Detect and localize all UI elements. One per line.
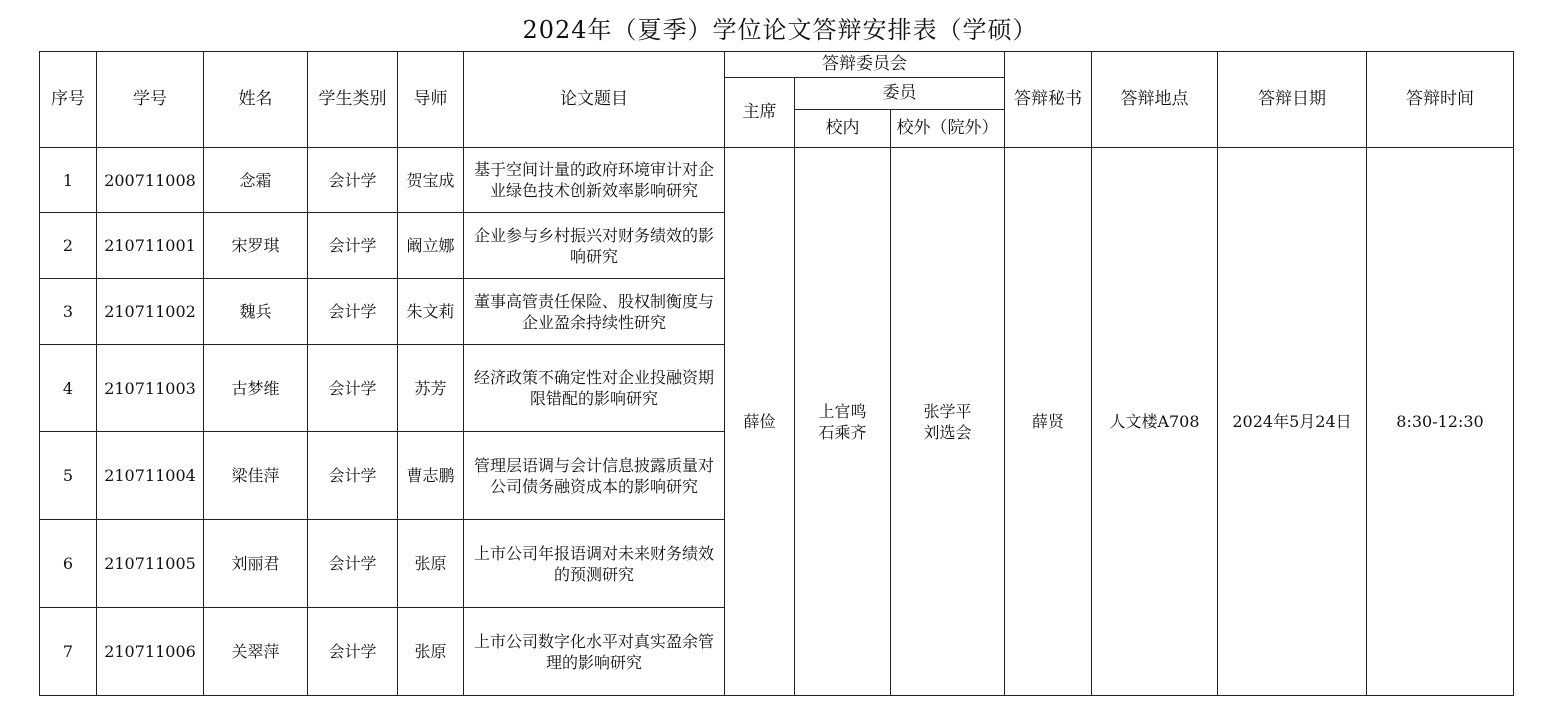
row-name: 梁佳萍 bbox=[204, 432, 308, 520]
row-student-type: 会计学 bbox=[308, 345, 398, 432]
header-secretary: 答辩秘书 bbox=[1005, 52, 1092, 148]
defense-secretary: 薛贤 bbox=[1005, 148, 1092, 696]
row-name: 关翠萍 bbox=[204, 608, 308, 696]
row-student-id: 210711005 bbox=[97, 520, 204, 608]
row-name: 宋罗琪 bbox=[204, 213, 308, 279]
row-name: 古梦维 bbox=[204, 345, 308, 432]
header-time: 答辩时间 bbox=[1367, 52, 1514, 148]
row-student-type: 会计学 bbox=[308, 608, 398, 696]
row-advisor: 曹志鹏 bbox=[398, 432, 464, 520]
row-student-id: 210711004 bbox=[97, 432, 204, 520]
row-advisor: 苏芳 bbox=[398, 345, 464, 432]
row-student-type: 会计学 bbox=[308, 520, 398, 608]
row-index: 4 bbox=[40, 345, 97, 432]
row-student-id: 210711001 bbox=[97, 213, 204, 279]
defense-schedule-table bbox=[39, 51, 1514, 696]
row-name: 念霜 bbox=[204, 148, 308, 213]
row-index: 6 bbox=[40, 520, 97, 608]
committee-chair: 薛俭 bbox=[725, 148, 795, 696]
row-student-id: 210711003 bbox=[97, 345, 204, 432]
row-thesis-title: 上市公司年报语调对未来财务绩效的预测研究 bbox=[464, 520, 725, 608]
page-title: 2024年（夏季）学位论文答辩安排表（学硕） bbox=[522, 16, 1038, 44]
header-date: 答辩日期 bbox=[1218, 52, 1367, 148]
row-thesis-title: 企业参与乡村振兴对财务绩效的影响研究 bbox=[464, 213, 725, 279]
row-student-id: 200711008 bbox=[97, 148, 204, 213]
row-student-type: 会计学 bbox=[308, 432, 398, 520]
row-student-type: 会计学 bbox=[308, 279, 398, 345]
row-index: 1 bbox=[40, 148, 97, 213]
header-index: 序号 bbox=[40, 52, 97, 148]
internal-member: 上官鸣 bbox=[818, 401, 867, 421]
row-student-type: 会计学 bbox=[308, 213, 398, 279]
row-advisor: 张原 bbox=[398, 520, 464, 608]
row-thesis-title: 经济政策不确定性对企业投融资期限错配的影响研究 bbox=[464, 345, 725, 432]
row-name: 魏兵 bbox=[204, 279, 308, 345]
row-student-type: 会计学 bbox=[308, 148, 398, 213]
defense-time: 8:30-12:30 bbox=[1367, 148, 1514, 696]
header-advisor: 导师 bbox=[398, 52, 464, 148]
header-student-id: 学号 bbox=[97, 52, 204, 148]
defense-date: 2024年5月24日 bbox=[1218, 148, 1367, 696]
table-row bbox=[40, 148, 1514, 213]
row-thesis-title: 上市公司数字化水平对真实盈余管理的影响研究 bbox=[464, 608, 725, 696]
row-thesis-title: 基于空间计量的政府环境审计对企业绿色技术创新效率影响研究 bbox=[464, 148, 725, 213]
row-advisor: 贺宝成 bbox=[398, 148, 464, 213]
header-committee: 答辩委员会 bbox=[725, 52, 1005, 78]
external-member: 刘选会 bbox=[923, 422, 972, 442]
header-chair: 主席 bbox=[725, 78, 795, 148]
row-thesis-title: 董事高管责任保险、股权制衡度与企业盈余持续性研究 bbox=[464, 279, 725, 345]
defense-location: 人文楼A708 bbox=[1092, 148, 1218, 696]
row-student-id: 210711002 bbox=[97, 279, 204, 345]
row-name: 刘丽君 bbox=[204, 520, 308, 608]
row-advisor: 阚立娜 bbox=[398, 213, 464, 279]
header-name: 姓名 bbox=[204, 52, 308, 148]
row-advisor: 朱文莉 bbox=[398, 279, 464, 345]
row-advisor: 张原 bbox=[398, 608, 464, 696]
external-members bbox=[891, 148, 1005, 696]
header-thesis-title: 论文题目 bbox=[464, 52, 725, 148]
header-student-type: 学生类别 bbox=[308, 52, 398, 148]
internal-members bbox=[795, 148, 891, 696]
row-index: 2 bbox=[40, 213, 97, 279]
header-internal: 校内 bbox=[795, 110, 891, 148]
row-student-id: 210711006 bbox=[97, 608, 204, 696]
row-thesis-title: 管理层语调与会计信息披露质量对公司债务融资成本的影响研究 bbox=[464, 432, 725, 520]
header-external: 校外（院外） bbox=[891, 110, 1005, 148]
external-member: 张学平 bbox=[923, 401, 972, 421]
row-index: 7 bbox=[40, 608, 97, 696]
header-location: 答辩地点 bbox=[1092, 52, 1218, 148]
internal-member: 石乘齐 bbox=[818, 422, 867, 442]
row-index: 5 bbox=[40, 432, 97, 520]
header-members: 委员 bbox=[795, 78, 1005, 110]
row-index: 3 bbox=[40, 279, 97, 345]
